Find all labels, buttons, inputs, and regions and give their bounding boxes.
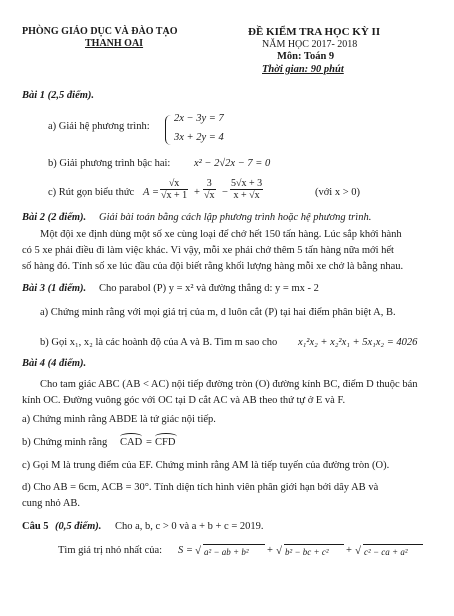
bai4-line2: kính OC. Đường vuông góc với OC tại D cắt AC và AB theo thứ tự ở E và F. xyxy=(22,395,346,406)
bai2-title: Bài 2 (2 điểm). xyxy=(22,212,87,223)
department-name: PHÒNG GIÁO DỤC VÀ ĐÀO TẠO xyxy=(22,26,178,37)
sqrt-sign-3: √ xyxy=(355,545,362,557)
fraction-3-num: 5√x + 3 xyxy=(231,178,263,189)
bai4-b-label: b) Chứng minh rằng xyxy=(22,437,108,448)
fraction-1-num: √x xyxy=(160,178,188,190)
district-name: THANH OAI xyxy=(85,38,144,49)
bai2-line1: Một đội xe định dùng một số xe cùng loại để chở hết 150 tấn hàng. Lúc sắp khởi hành xyxy=(40,229,402,240)
subject: Môn: Toán 9 xyxy=(277,51,335,62)
bai1-c-A: A = xyxy=(143,187,159,198)
sqrt-sign-1: √ xyxy=(195,545,202,557)
plus-sign: + xyxy=(194,187,200,198)
bai1-title: Bài 1 (2,5 điểm). xyxy=(22,90,95,101)
angle-cad: CAD xyxy=(120,437,143,448)
bai1-a-eq1: 2x − 3y = 7 xyxy=(174,113,224,124)
fraction-1-den: √x + 1 xyxy=(161,190,188,201)
fraction-2-num: 3 xyxy=(203,178,216,190)
school-year: NĂM HỌC 2017- 2018 xyxy=(262,39,358,50)
sqrt-sign-2: √ xyxy=(276,545,283,557)
fraction-2 xyxy=(203,178,216,201)
equals-sign: = xyxy=(146,437,152,448)
bai2-line3: số hàng đó. Tính số xe lúc đầu của đội biết rằng khối lượng hàng mỗi xe chở là bằng nhau. xyxy=(22,261,404,272)
bai4-line1: Cho tam giác ABC (AB < AC) nội tiếp đường tròn (O) đường kính BC, điểm D thuộc bán xyxy=(40,379,418,390)
system-brace xyxy=(165,115,172,145)
plus-1: + xyxy=(267,545,273,556)
angle-cfd: CFD xyxy=(155,437,176,448)
bai3-a: a) Chứng minh rằng với mọi giá trị của m, d luôn cắt (P) tại hai điểm phân biệt A, B. xyxy=(40,307,396,318)
bai4-d-line1: d) Cho AB = 6cm, ACB = 30°. Tính diện tích hình viên phân giới hạn bởi dây AB và xyxy=(22,482,379,493)
sqrt-term-3: c² − ca + a² xyxy=(364,547,408,557)
cau5-given: Cho a, b, c > 0 và a + b + c = 2019. xyxy=(115,521,264,532)
bai1-a-eq2: 3x + 2y = 4 xyxy=(174,132,224,143)
bai2-line2: có 5 xe phải điều đi làm việc khác. Vì vậy, mỗi xe phải chở thêm 5 tấn hàng nữa mới hết xyxy=(22,245,394,256)
fraction-2-den: √x xyxy=(204,190,215,201)
bai2-title-rest: Giải bài toán bằng cách lập phương trình hoặc hệ phương trình. xyxy=(99,212,372,223)
minus-sign: − xyxy=(222,187,228,198)
bai1-b-label: b) Giải phương trình bậc hai: xyxy=(48,158,171,169)
exam-time: Thời gian: 90 phút xyxy=(262,64,344,75)
bai3-title-rest: Cho parabol (P) y = x² và đường thẳng d: y = mx - 2 xyxy=(99,283,319,294)
cau5-ask: Tìm giá trị nhỏ nhất của: xyxy=(58,545,163,556)
sqrt-term-1: a² − ab + b² xyxy=(204,547,249,557)
fraction-3-den: x + √x xyxy=(233,190,260,201)
bai3-title: Bài 3 (1 điểm). xyxy=(22,283,87,294)
cau5-title: Câu 5 xyxy=(22,521,49,532)
bai1-b-equation: x² − 2√2x − 7 = 0 xyxy=(194,158,271,169)
condition: (với x > 0) xyxy=(315,187,361,198)
bai4-a: a) Chứng minh rằng ABDE là tứ giác nội tiếp. xyxy=(22,414,216,425)
bai1-a-label: a) Giải hệ phương trình: xyxy=(48,121,150,132)
bai1-c-label: c) Rút gọn biểu thức xyxy=(48,187,135,198)
sqrt-term-2: b² − bc + c² xyxy=(285,547,329,557)
fraction-3 xyxy=(230,178,263,201)
bai4-title: Bài 4 (4 điểm). xyxy=(22,358,87,369)
fraction-1 xyxy=(160,178,188,201)
bai4-c: c) Gọi M là trung điểm của EF. Chứng minh rằng AM là tiếp tuyến của đường tròn (O). xyxy=(22,460,390,471)
expr-S: S = xyxy=(178,545,193,556)
sqrt-bar-1 xyxy=(203,544,265,545)
bai3-b-equation: x₁²x₂ + x₂²x₁ + 5x₁x₂ = 4026 xyxy=(298,337,418,348)
sqrt-bar-3 xyxy=(363,544,423,545)
bai4-d-line2: cung nhỏ AB. xyxy=(22,498,81,509)
exam-title: ĐỀ KIỂM TRA HỌC KỲ II xyxy=(248,26,381,38)
bai3-b-text: b) Gọi x₁, x₂ là các hoành độ của A và B. Tìm m sao cho xyxy=(40,337,278,348)
cau5-points: (0,5 điểm). xyxy=(55,521,102,532)
sqrt-bar-2 xyxy=(284,544,344,545)
plus-2: + xyxy=(346,545,352,556)
